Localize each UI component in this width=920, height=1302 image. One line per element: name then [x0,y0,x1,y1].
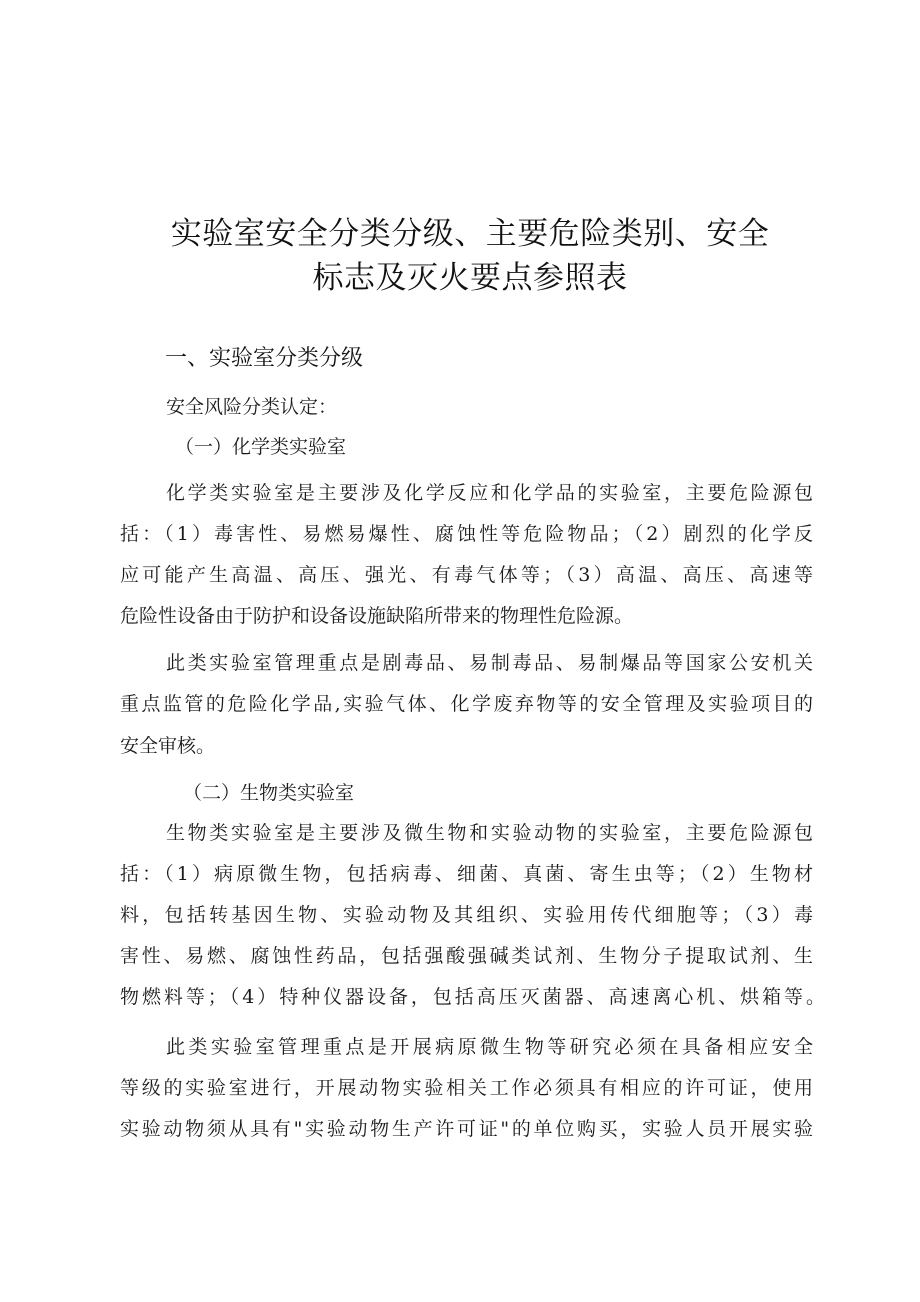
paragraph-line: 化学类实验室是主要涉及化学反应和化学品的实验室，主要危险源包 [166,482,813,504]
paragraph-line: 实验动物须从具有"实验动物生产许可证"的单位购买，实验人员开展实验 [120,1118,813,1140]
paragraph-line: 括：（1）病原微生物，包括病毒、细菌、真菌、寄生虫等；（2）生物材 [120,863,813,885]
paragraph-line: 此类实验室管理重点是开展病原微生物等研究必须在具备相应安全 [166,1036,813,1058]
paragraph-line: 此类实验室管理重点是剧毒品、易制毒品、易制爆品等国家公安机关 [166,652,813,674]
section-heading: 一、实验室分类分级 [165,346,364,371]
document-title-line-1: 实验室安全分类分级、主要危险类别、安全 [170,216,770,252]
paragraph-line: 料，包括转基因生物、实验动物及其组织、实验用传代细胞等；（3）毒 [120,904,813,926]
paragraph-line: 物燃料等；（4）特种仪器设备，包括高压灭菌器、高速离心机、烘箱等。 [120,986,825,1008]
document-title-line-2: 标志及灭火要点参照表 [312,260,628,296]
paragraph-line: 重点监管的危险化学品,实验气体、化学废弃物等的安全管理及实验项目的 [120,693,813,715]
subsection-heading-chemical: （一）化学类实验室 [175,436,347,458]
paragraph-line: 等级的实验室进行，开展动物实验相关工作必须具有相应的许可证，使用 [120,1077,813,1099]
paragraph-line: 括：（1）毒害性、易燃易爆性、腐蚀性等危险物品；（2）剧烈的化学反 [120,523,813,545]
paragraph-line: 应可能产生高温、高压、强光、有毒气体等；（3）高温、高压、高速等 [120,564,813,586]
intro-text: 安全风险分类认定： [166,396,338,418]
paragraph-line: 害性、易燃、腐蚀性药品，包括强酸强碱类试剂、生物分子提取试剂、生 [120,945,813,967]
paragraph-line: 生物类实验室是主要涉及微生物和实验动物的实验室，主要危险源包 [166,822,813,844]
paragraph-line: 危险性设备由于防护和设备设施缺陷所带来的物理性危险源。 [120,605,634,627]
subsection-heading-biological: （二）生物类实验室 [183,782,355,804]
paragraph-line: 安全审核。 [120,735,216,757]
